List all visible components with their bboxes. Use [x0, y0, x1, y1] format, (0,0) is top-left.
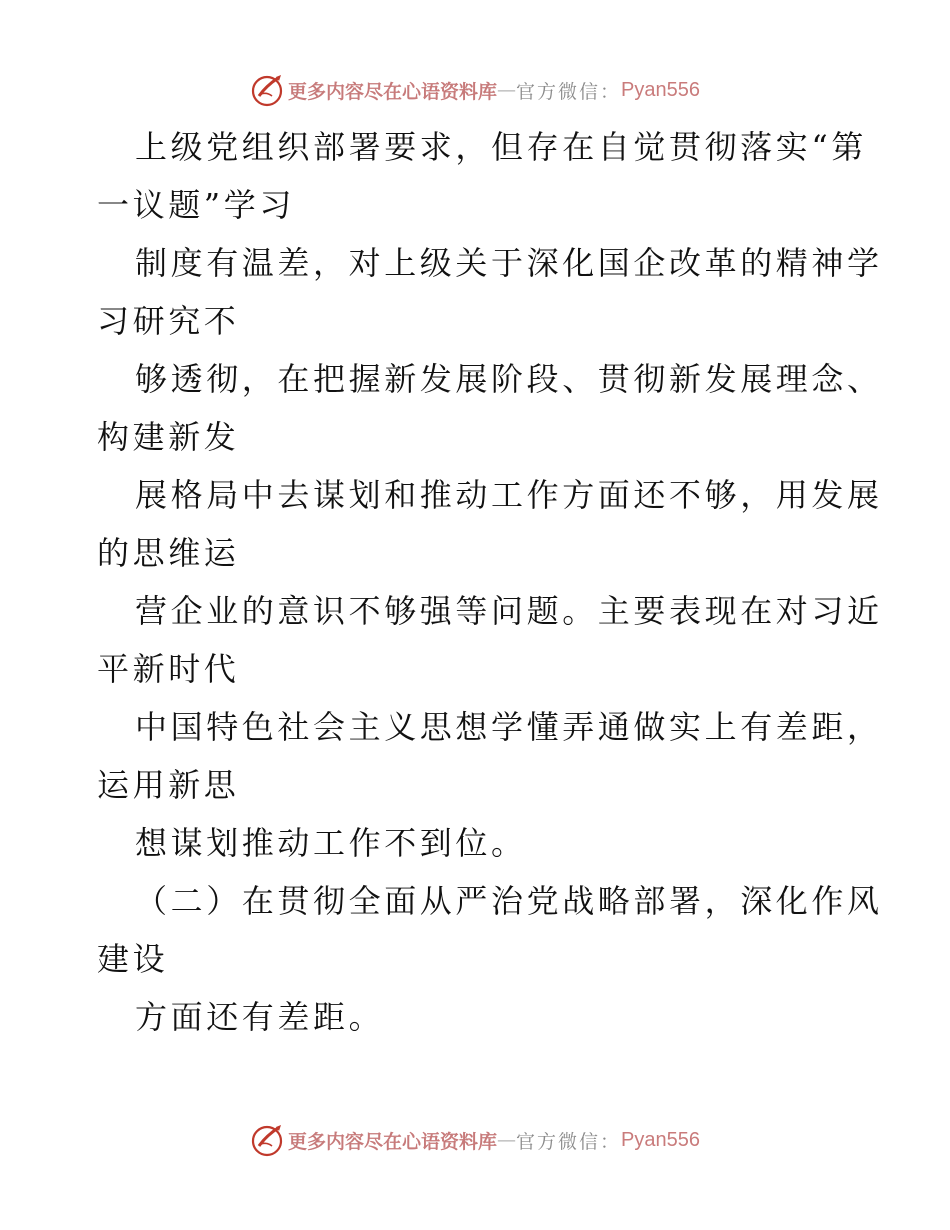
watermark-id: Pyan556 — [621, 1128, 700, 1151]
document-body — [97, 118, 883, 1046]
text-line: 制度有温差，对上级关于深化国企改革的精神学 — [135, 244, 883, 282]
text-line: 的思维运 — [97, 534, 240, 572]
text-line: 平新时代 — [97, 650, 240, 688]
watermark-sub-text: 官方微信： — [516, 80, 622, 103]
text-line: 上级党组织部署要求，但存在自觉贯彻落实“第 — [135, 128, 867, 166]
text-line: 构建新发 — [97, 418, 240, 456]
text-line: 方面还有差距。 — [135, 998, 385, 1036]
footer-watermark — [0, 1120, 950, 1160]
watermark-sub-text: 官方微信： — [516, 1130, 622, 1153]
text-line: 建设 — [97, 940, 169, 978]
text-line: 想谋划推动工作不到位。 — [135, 824, 527, 862]
text-line: 展格局中去谋划和推动工作方面还不够，用发展 — [135, 476, 883, 514]
text-line: （二）在贯彻全面从严治党战略部署，深化作风 — [135, 882, 883, 920]
pen-logo-icon — [250, 72, 286, 108]
watermark-dash: — — [497, 1129, 517, 1151]
watermark-main-text: 更多内容尽在心语资料库 — [288, 1130, 498, 1153]
text-line: 习研究不 — [97, 302, 240, 340]
text-line: 一议题”学习 — [97, 186, 295, 224]
text-line: 运用新思 — [97, 766, 240, 804]
watermark-main-text: 更多内容尽在心语资料库 — [288, 80, 498, 103]
text-line: 够透彻，在把握新发展阶段、贯彻新发展理念、 — [135, 360, 883, 398]
pen-logo-icon — [250, 1122, 286, 1158]
header-watermark — [0, 70, 950, 110]
watermark-id: Pyan556 — [621, 78, 700, 101]
watermark-dash: — — [497, 79, 517, 101]
text-line: 营企业的意识不够强等问题。主要表现在对习近 — [135, 592, 883, 630]
text-line: 中国特色社会主义思想学懂弄通做实上有差距， — [135, 708, 883, 746]
